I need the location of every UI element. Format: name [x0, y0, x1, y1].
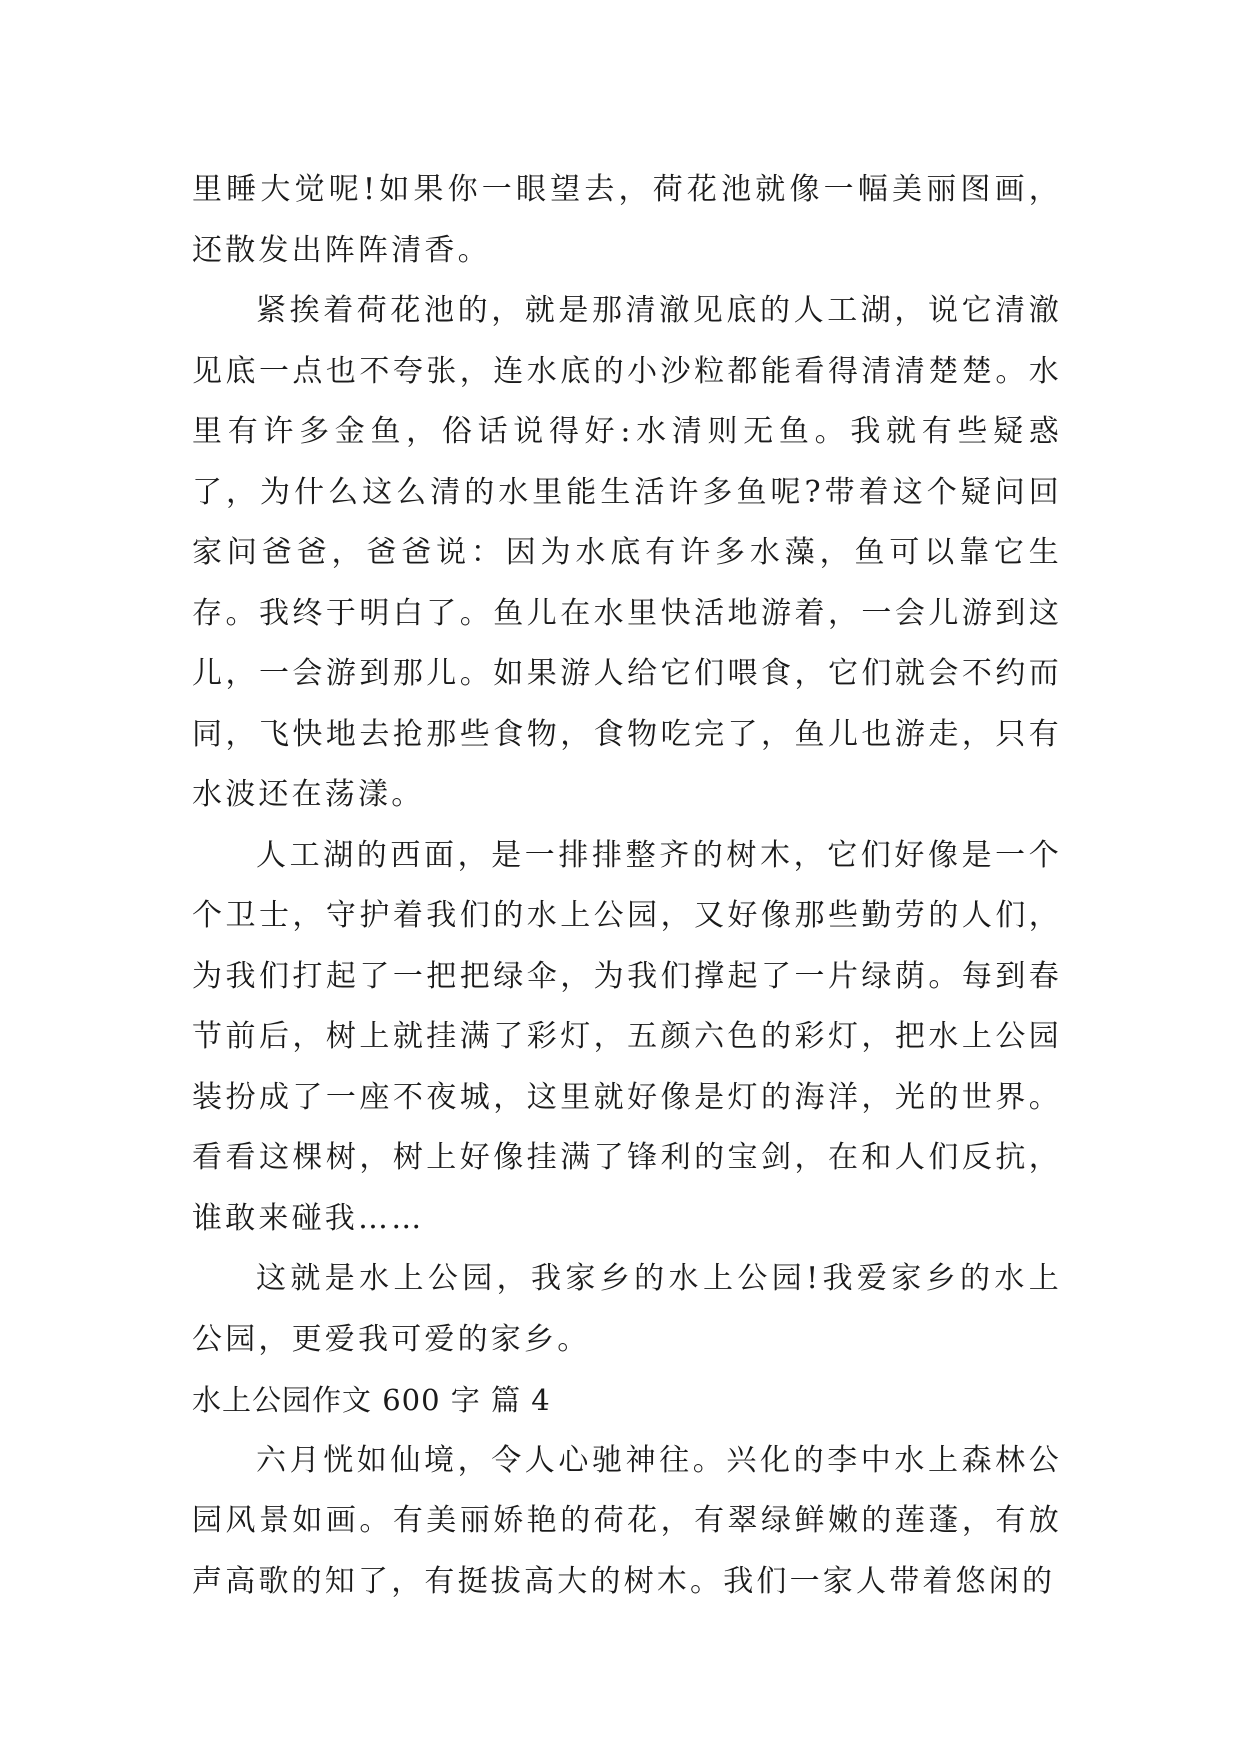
- paragraph-artificial-lake: 紧挨着荷花池的，就是那清澈见底的人工湖，说它清澈见底一点也不夸张，连水底的小沙粒都能看得清清楚楚。水里有许多金鱼，俗话说得好:水清则无鱼。我就有些疑惑了，为什么这么清的水里能生活许多鱼呢?带着这个疑问回家问爸爸，爸爸说：因为水底有许多水藻，鱼可以靠它生存。我终于明白了。鱼儿在水里快活地游着，一会儿游到这儿，一会游到那儿。如果游人给它们喂食，它们就会不约而同，飞快地去抢那些食物，食物吃完了，鱼儿也游走，只有水波还在荡漾。: [192, 293, 1062, 812]
- paragraph-continuation: 里睡大觉呢!如果你一眼望去，荷花池就像一幅美丽图画，还散发出阵阵清香。: [192, 172, 1062, 268]
- section-heading: 水上公园作文 600 字 篇 4: [192, 1383, 551, 1417]
- document-body: [192, 160, 1062, 1612]
- paragraph-conclusion: 这就是水上公园，我家乡的水上公园!我爱家乡的水上公园，更爱我可爱的家乡。: [192, 1261, 1062, 1357]
- paragraph-trees: 人工湖的西面，是一排排整齐的树木，它们好像是一个个卫士，守护着我们的水上公园，又好像那些勤劳的人们，为我们打起了一把把绿伞，为我们撑起了一片绿荫。每到春节前后，树上就挂满了彩灯，五颜六色的彩灯，把水上公园装扮成了一座不夜城，这里就好像是灯的海洋，光的世界。看看这棵树，树上好像挂满了锋利的宝剑，在和人们反抗，谁敢来碰我……: [192, 837, 1062, 1236]
- paragraph-section-4: 六月恍如仙境，令人心驰神往。兴化的李中水上森林公园风景如画。有美丽娇艳的荷花，有翠绿鲜嫩的莲蓬，有放声高歌的知了，有挺拔高大的树木。我们一家人带着悠闲的: [192, 1442, 1062, 1599]
